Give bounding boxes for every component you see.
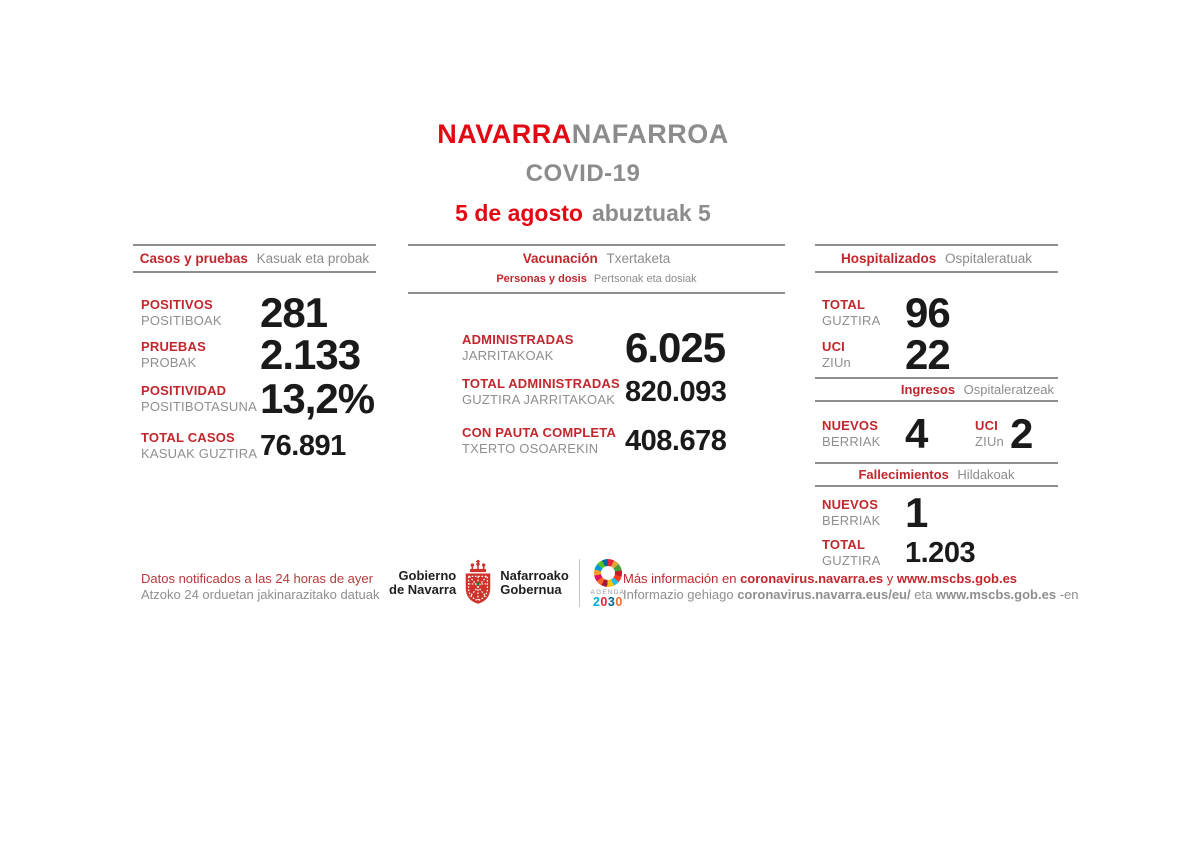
- stat-label-es: TOTAL: [822, 297, 866, 312]
- stat-row-total-cases: [133, 430, 376, 462]
- stat-value: 2: [1010, 410, 1033, 457]
- stat-label-eu: ZIUn: [975, 434, 1004, 449]
- stat-value: 820.093: [625, 376, 727, 408]
- stat-labels: [133, 430, 260, 462]
- stat-label-es: TOTAL: [822, 537, 866, 552]
- stat-row-hospital-icu: [815, 331, 1058, 378]
- hospitalized-header-eu: Ospitaleratuak: [944, 251, 1033, 266]
- stat-labels: [815, 497, 905, 529]
- gov-name-es-line2: de Navarra: [389, 582, 457, 597]
- footer-note-es: Datos notificados a las 24 horas de ayer: [141, 571, 373, 586]
- stat-row-positivity: [133, 375, 376, 422]
- cases-header-eu: Kasuak eta probak: [256, 251, 370, 266]
- gov-name-es-line1: Gobierno: [398, 568, 457, 583]
- stat-labels: [462, 425, 625, 457]
- title-spanish: NAVARRA: [437, 119, 572, 149]
- title-basque: NAFARROA: [571, 119, 729, 149]
- vaccination-subheader: [408, 273, 785, 285]
- stat-label-es: UCI: [975, 418, 998, 433]
- stat-row-administered: [408, 324, 785, 371]
- gov-name-eu: [500, 569, 569, 597]
- stat-label-eu: ZIUn: [822, 355, 851, 370]
- stat-value: 76.891: [260, 430, 346, 462]
- hospitalized-section-header: [815, 244, 1058, 273]
- stat-labels: [975, 418, 1010, 450]
- stat-label-es: NUEVOS: [822, 418, 879, 433]
- stat-label-es: POSITIVOS: [141, 297, 213, 312]
- vaccination-subheader-es: Personas y dosis: [496, 273, 587, 285]
- admissions-header-es: Ingresos: [900, 382, 956, 397]
- stat-label-eu: GUZTIRA: [822, 553, 881, 568]
- stat-row-total-administered: [408, 376, 785, 408]
- stat-value: 2.133: [260, 331, 361, 378]
- stat-label-eu: BERRIAK: [822, 434, 881, 449]
- link-coronavirus-navarra-es[interactable]: coronavirus.navarra.es: [740, 571, 884, 586]
- section-cases: [133, 244, 376, 462]
- stat-label-es: UCI: [822, 339, 845, 354]
- page-title: [0, 118, 1166, 150]
- cases-header-es: Casos y pruebas: [139, 251, 248, 266]
- vaccination-section-header: [408, 244, 785, 294]
- info-eu-connector: eta: [910, 587, 936, 602]
- vaccination-header-eu: Txertaketa: [606, 251, 671, 266]
- vaccination-header-es: Vacunación: [522, 251, 598, 266]
- stat-row-positives: [133, 289, 376, 336]
- info-eu-suffix: -en: [1056, 587, 1079, 602]
- stat-labels: [815, 339, 905, 371]
- stat-row-deaths-total: [815, 537, 1058, 569]
- stat-labels: [133, 339, 260, 371]
- link-coronavirus-navarra-eus[interactable]: coronavirus.navarra.eus/eu/: [737, 587, 911, 602]
- stat-label-eu: PROBAK: [141, 355, 197, 370]
- report-date: [0, 198, 1166, 228]
- stat-label-eu: GUZTIRA: [822, 313, 881, 328]
- stat-label-eu: POSITIBOTASUNA: [141, 399, 257, 414]
- agenda-year: 2030: [592, 594, 623, 609]
- footer-divider: [579, 559, 580, 607]
- section-vaccination: [408, 244, 785, 457]
- stat-label-eu: KASUAK GUZTIRA: [141, 446, 258, 461]
- stat-label-eu: POSITIBOAK: [141, 313, 222, 328]
- stat-value: 1.203: [905, 537, 976, 569]
- stat-label-eu: GUZTIRA JARRITAKOAK: [462, 392, 616, 407]
- stat-label-eu: TXERTO OSOAREKIN: [462, 441, 599, 456]
- gov-name-es: [389, 569, 456, 597]
- date-spanish: 5 de agosto: [455, 200, 583, 226]
- stat-value: 22: [905, 331, 950, 378]
- agenda-label: AGENDA: [590, 588, 626, 596]
- info-line-eu: [623, 587, 1078, 603]
- info-eu-prefix: Informazio gehiago: [623, 587, 738, 602]
- deaths-header-es: Fallecimientos: [858, 467, 949, 482]
- stat-label-es: ADMINISTRADAS: [462, 332, 574, 347]
- stat-labels: [815, 418, 905, 450]
- stat-labels: [815, 297, 905, 329]
- stat-label-es: TOTAL ADMINISTRADAS: [462, 376, 620, 391]
- date-basque: abuztuak 5: [591, 200, 711, 226]
- stat-row-full-schedule: [408, 425, 785, 457]
- stat-labels: [815, 537, 905, 569]
- stat-labels: [133, 297, 260, 329]
- stat-label-es: POSITIVIDAD: [141, 383, 227, 398]
- government-logo: [389, 558, 627, 608]
- section-hospitalized: [815, 244, 1058, 569]
- info-es-prefix: Más información en: [623, 571, 741, 586]
- stat-label-es: CON PAUTA COMPLETA: [462, 425, 617, 440]
- info-es-connector: y: [883, 571, 897, 586]
- stat-value: 13,2%: [260, 375, 375, 422]
- agenda2030-logo: [589, 559, 627, 608]
- covid-subtitle: COVID-19: [525, 160, 641, 187]
- stat-row-admissions: [815, 410, 1058, 457]
- stat-value: 96: [905, 289, 950, 336]
- stat-value: 1: [905, 489, 928, 536]
- header-block: [0, 118, 1166, 228]
- stat-value: 6.025: [625, 324, 726, 371]
- cases-section-header: [133, 244, 376, 273]
- stat-label-eu: BERRIAK: [822, 513, 881, 528]
- hospitalized-header-es: Hospitalizados: [840, 251, 937, 266]
- stat-labels: [462, 332, 625, 364]
- stat-label-es: NUEVOS: [822, 497, 879, 512]
- gov-name-eu-line2: Gobernua: [500, 582, 562, 597]
- stat-row-deaths-new: [815, 489, 1058, 536]
- stat-value: 281: [260, 289, 328, 336]
- footer-note-eu: Atzoko 24 orduetan jakinarazitako datuak: [141, 587, 380, 602]
- admissions-subheader: [815, 377, 1058, 402]
- agenda2030-wheel-icon: [594, 559, 622, 587]
- footer-note: [141, 571, 380, 603]
- deaths-subheader: [815, 462, 1058, 487]
- deaths-header-eu: Hildakoak: [957, 467, 1015, 482]
- link-mscbs-es[interactable]: www.mscbs.gob.es: [896, 571, 1018, 586]
- stat-labels: [133, 383, 260, 415]
- stat-value: 408.678: [625, 425, 727, 457]
- footer-info: [623, 571, 1078, 603]
- link-mscbs-eu[interactable]: www.mscbs.gob.es: [935, 587, 1057, 602]
- navarra-shield-icon: [461, 558, 495, 608]
- stat-label-es: PRUEBAS: [141, 339, 206, 354]
- gov-name-eu-line1: Nafarroako: [500, 568, 569, 583]
- info-line-es: [623, 571, 1078, 587]
- stat-value: 4: [905, 410, 928, 457]
- vaccination-subheader-eu: Pertsonak eta dosiak: [593, 273, 697, 285]
- stat-row-tests: [133, 331, 376, 378]
- admissions-header-eu: Ospitaleratzeak: [963, 382, 1054, 397]
- stat-label-eu: JARRITAKOAK: [462, 348, 554, 363]
- stat-label-es: TOTAL CASOS: [141, 430, 235, 445]
- stat-labels: [462, 376, 625, 408]
- stat-row-hospital-total: [815, 289, 1058, 336]
